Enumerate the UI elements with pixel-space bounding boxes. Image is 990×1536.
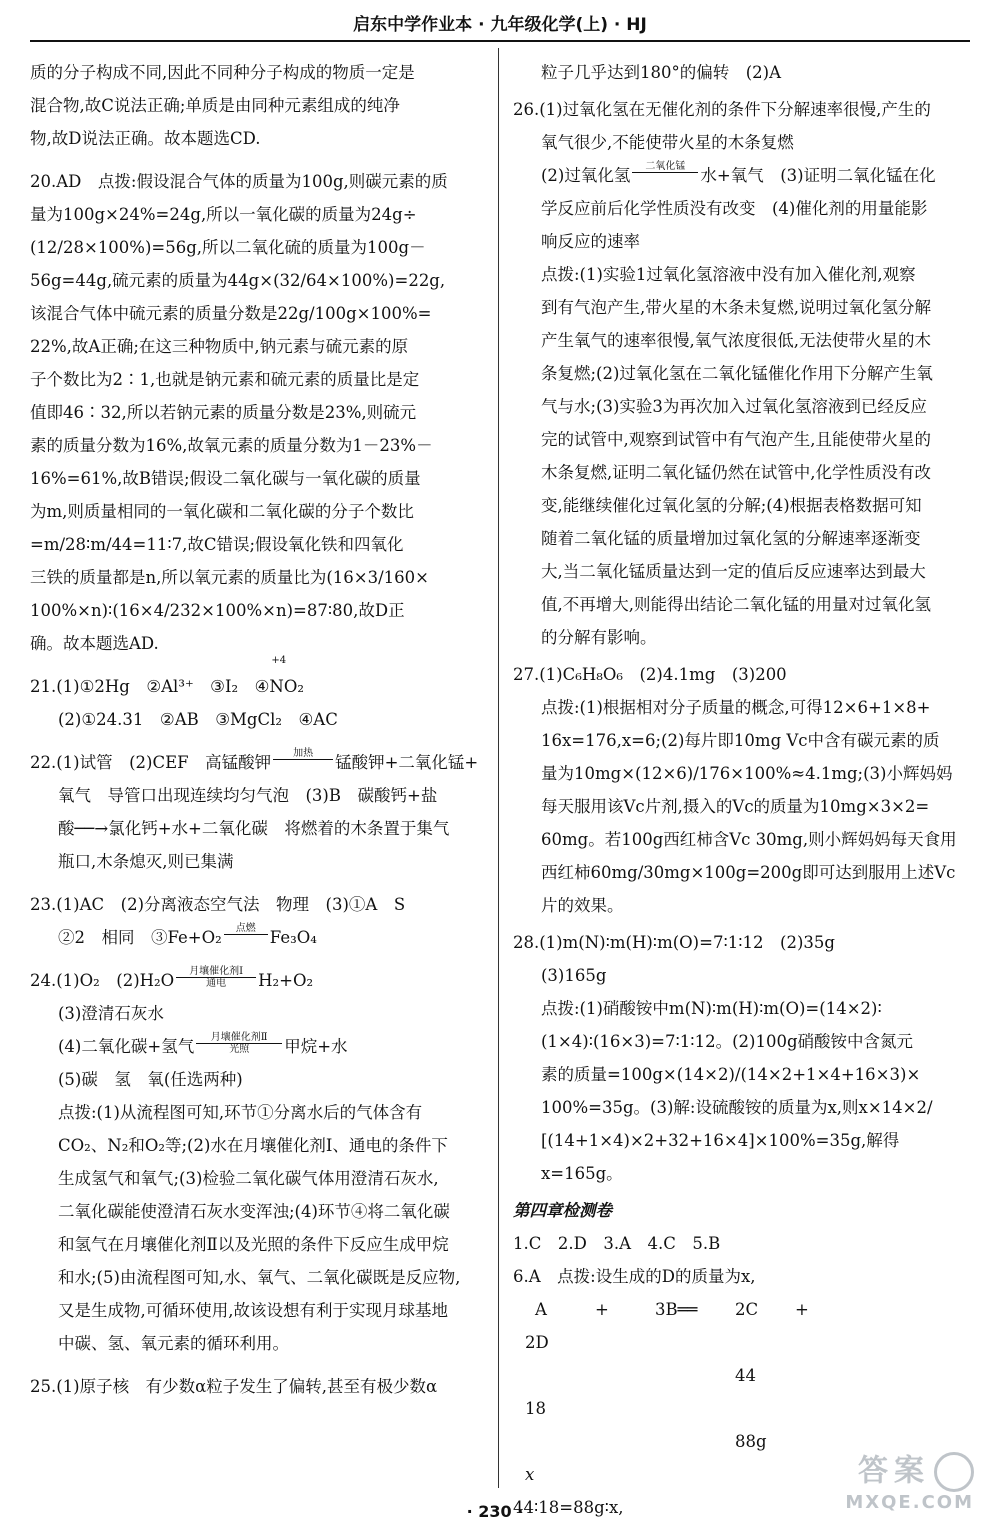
- text-line: 质的分子构成不同,因此不同种分子构成的物质一定是: [30, 63, 415, 82]
- q21-line1: 21.(1)①2Hg ②Al³⁺ ③I₂ ④ +4 NO₂: [30, 655, 304, 696]
- q28-note: x=165g。: [541, 1164, 623, 1183]
- text-line: =m/28∶m/44=11∶7,故C错误;假设氧化铁和四氧化: [30, 535, 404, 554]
- q26-note: 到有气泡产生,带火星的木条未复燃,说明过氧化氢分解: [541, 298, 931, 317]
- text-line: 粒子几乎达到180°的偏转 (2)A: [541, 63, 782, 82]
- reaction-arrow: 加热: [271, 749, 335, 771]
- text-line: 56g=44g,硫元素的质量为44g×(32/64×100%)=22g,: [30, 271, 446, 290]
- q25-line1: 25.(1)原子核 有少数α粒子发生了偏转,甚至有极少数α: [30, 1377, 438, 1396]
- q22-line3: 酸──→氯化钙+水+二氧化碳 将燃着的木条置于集气: [58, 819, 450, 838]
- q23-line1: 23.(1)AC (2)分离液态空气法 物理 (3)①A S: [30, 895, 406, 914]
- text-line: 子个数比为2∶1,也就是钠元素和硫元素的质量比是定: [30, 370, 420, 389]
- left-column: [30, 56, 485, 1403]
- text-line: 100%×n)∶(16×4/232×100%×n)=87∶80,故D正: [30, 601, 405, 620]
- section4-ratio: 44∶18=88g∶x,: [513, 1498, 624, 1517]
- q26-line4: 学反应前后化学性质没有改变 (4)催化剂的用量能影: [541, 199, 928, 218]
- q26-note: 值,不再增大,则能得出结论二氧化锰的用量对过氧化氢: [541, 595, 931, 614]
- stamp-icon: [934, 1452, 974, 1492]
- section4-line1: 1.C 2.D 3.A 4.C 5.B: [513, 1234, 721, 1253]
- q26-line2: 氧气很少,不能使带火星的木条复燃: [541, 133, 794, 152]
- q21-line2: (2)①24.31 ②AB ③MgCl₂ ④AC: [58, 710, 338, 729]
- no2-formula: NO₂: [269, 677, 304, 696]
- page-number: · 230 ·: [466, 1502, 524, 1521]
- q26-note: 随着二氧化锰的质量增加过氧化氢的分解速率逐渐变: [541, 529, 921, 548]
- q26-note: 的分解有影响。: [541, 628, 657, 647]
- q28-note: 点拨:(1)硝酸铵中m(N)∶m(H)∶m(O)=(14×2)∶: [541, 999, 882, 1018]
- q22-line1: 22.(1)试管 (2)CEF 高锰酸钾 加热 锰酸钾+二氧化锰+: [30, 748, 479, 772]
- q22-line2: 氧气 导管口出现连续均匀气泡 (3)B 碳酸钙+盐: [58, 786, 438, 805]
- q26-note: 条复燃;(2)过氧化氢在二氧化锰催化作用下分解产生氧: [541, 364, 933, 383]
- equation-row: A + 3B══ 2C + 2D: [525, 1300, 809, 1352]
- right-column: [513, 56, 973, 1524]
- q24-note: 二氧化碳能使澄清石灰水变浑浊;(4)环节④将二氧化碳: [58, 1202, 450, 1221]
- q27-note: 16x=176,x=6;(2)每片即10mg Vc中含有碳元素的质: [541, 731, 940, 750]
- equation-row: 88g x: [525, 1432, 767, 1484]
- q22-line4: 瓶口,木条熄灭,则已集满: [58, 852, 234, 871]
- text-line: 22%,故A正确;在这三种物质中,钠元素与硫元素的原: [30, 337, 409, 356]
- q26-note: 点拨:(1)实验1过氧化氢溶液中没有加入催化剂,观察: [541, 265, 916, 284]
- q26-note: 木条复燃,证明二氧化锰仍然在试管中,化学性质没有改: [541, 463, 931, 482]
- charge-label: +4: [271, 655, 287, 666]
- q27-line1: 27.(1)C₆H₈O₆ (2)4.1mg (3)200: [513, 665, 787, 684]
- text-line: 确。故本题选AD.: [30, 634, 159, 653]
- q28-note: 素的质量=100g×(14×2)/(14×2+1×4+16×3)×: [541, 1065, 921, 1084]
- section4-line2: 6.A 点拨:设生成的D的质量为x,: [513, 1267, 756, 1286]
- q26-line3: (2)过氧化氢 二氧化锰 水+氧气 (3)证明二氧化锰在化: [541, 161, 936, 185]
- text-line: 量为100g×24%=24g,所以一氧化碳的质量为24g÷: [30, 205, 417, 224]
- page-header: [30, 10, 970, 42]
- q24-note: 和氢气在月壤催化剂Ⅱ以及光照的条件下反应生成甲烷: [58, 1235, 449, 1254]
- q26-note: 变,能继续催化过氧化氢的分解;(4)根据表格数据可知: [541, 496, 922, 515]
- q28-line2: (3)165g: [541, 966, 607, 985]
- q24-note: 生成氢气和氧气;(3)检验二氧化碳气体用澄清石灰水,: [58, 1169, 439, 1188]
- text-line: 为m,则质量相同的一氧化碳和二氧化碳的分子个数比: [30, 502, 414, 521]
- reaction-arrow: 二氧化锰: [630, 162, 700, 184]
- q27-note: 量为10mg×(12×6)/176×100%≈4.1mg;(3)小辉妈妈: [541, 764, 953, 783]
- q27-note: 西红柿60mg/30mg×100g=200g即可达到服用上述Vc: [541, 863, 956, 882]
- header-title: 启东中学作业本 · 九年级化学(上) · HJ: [353, 15, 647, 35]
- q28-note: (1×4)∶(16×3)=7∶1∶12。(2)100g硝酸铵中含氮元: [541, 1032, 914, 1051]
- q24-line2: (3)澄清石灰水: [58, 1004, 164, 1023]
- reaction-arrow: 月壤催化剂Ⅱ 光照: [194, 1033, 284, 1055]
- watermark: 答案 MXQE.COM: [845, 1453, 974, 1513]
- text-line: 三铁的质量都是n,所以氧元素的质量比为(16×3/160×: [30, 568, 430, 587]
- q24-note: 又是生成物,可循环使用,故该设想有利于实现月球基地: [58, 1301, 448, 1320]
- q23-line2: ②2 相同 ③Fe+O₂ 点燃 Fe₃O₄: [58, 923, 317, 947]
- reaction-arrow: 月壤催化剂Ⅰ 通电: [174, 967, 258, 989]
- q26-line1: 26.(1)过氧化氢在无催化剂的条件下分解速率很慢,产生的: [513, 100, 931, 119]
- reaction-arrow: 点燃: [222, 924, 270, 946]
- q24-note: 中碳、氢、氧元素的循环利用。: [58, 1334, 289, 1353]
- q28-note: [(14+1×4)×2+32+16×4]×100%=35g,解得: [541, 1131, 900, 1150]
- q26-note: 完的试管中,观察到试管中有气泡产生,且能使带火星的: [541, 430, 931, 449]
- q27-note: 60mg。若100g西红柿含Vc 30mg,则小辉妈妈每天食用: [541, 830, 957, 849]
- q28-note: 100%=35g。(3)解:设硫酸铵的质量为x,则x×14×2/: [541, 1098, 933, 1117]
- q27-note: 点拨:(1)根据相对分子质量的概念,可得12×6+1×8+: [541, 698, 931, 717]
- q26-note: 大,当二氧化锰质量达到一定的值后反应速率达到最大: [541, 562, 926, 581]
- column-divider: [498, 48, 499, 1488]
- text-line: 值即46∶32,所以若钠元素的质量分数是23%,则硫元: [30, 403, 417, 422]
- text-line: 混合物,故C说法正确;单质是由同种元素组成的纯净: [30, 96, 400, 115]
- section-title: 第四章检测卷: [513, 1201, 612, 1220]
- q24-line4: (5)碳 氢 氧(任选两种): [58, 1070, 243, 1089]
- q26-line5: 响反应的速率: [541, 232, 640, 251]
- q27-note: 每天服用该Vc片剂,摄入的Vc的质量为10mg×3×2=: [541, 797, 930, 816]
- q26-note: 产生氧气的速率很慢,氧气浓度很低,无法使带火星的木: [541, 331, 931, 350]
- q24-line1: 24.(1)O₂ (2)H₂O 月壤催化剂Ⅰ 通电 H₂+O₂: [30, 966, 314, 990]
- q24-note: 和水;(5)由流程图可知,水、氧气、二氧化碳既是反应物,: [58, 1268, 461, 1287]
- q24-note: 点拨:(1)从流程图可知,环节①分离水后的气体含有: [58, 1103, 423, 1122]
- text-line: (12/28×100%)=56g,所以二氧化硫的质量为100g－: [30, 238, 426, 257]
- q24-note: CO₂、N₂和O₂等;(2)水在月壤催化剂Ⅰ、通电的条件下: [58, 1136, 448, 1155]
- q24-line3: (4)二氧化碳+氢气 月壤催化剂Ⅱ 光照 甲烷+水: [58, 1032, 348, 1056]
- text-line: 素的质量分数为16%,故氧元素的质量分数为1－23%－: [30, 436, 433, 455]
- equation-row: 44 18: [525, 1366, 756, 1418]
- q27-note: 片的效果。: [541, 896, 624, 915]
- text-line: 该混合气体中硫元素的质量分数是22g/100g×100%=: [30, 304, 432, 323]
- q26-note: 气与水;(3)实验3为再次加入过氧化氢溶液到已经反应: [541, 397, 927, 416]
- q28-line1: 28.(1)m(N)∶m(H)∶m(O)=7∶1∶12 (2)35g: [513, 933, 835, 952]
- text-line: 20.AD 点拨:假设混合气体的质量为100g,则碳元素的质: [30, 172, 448, 191]
- text-line: 物,故D说法正确。故本题选CD.: [30, 129, 261, 148]
- text-line: 16%=61%,故B错误;假设二氧化碳与一氧化碳的质量: [30, 469, 421, 488]
